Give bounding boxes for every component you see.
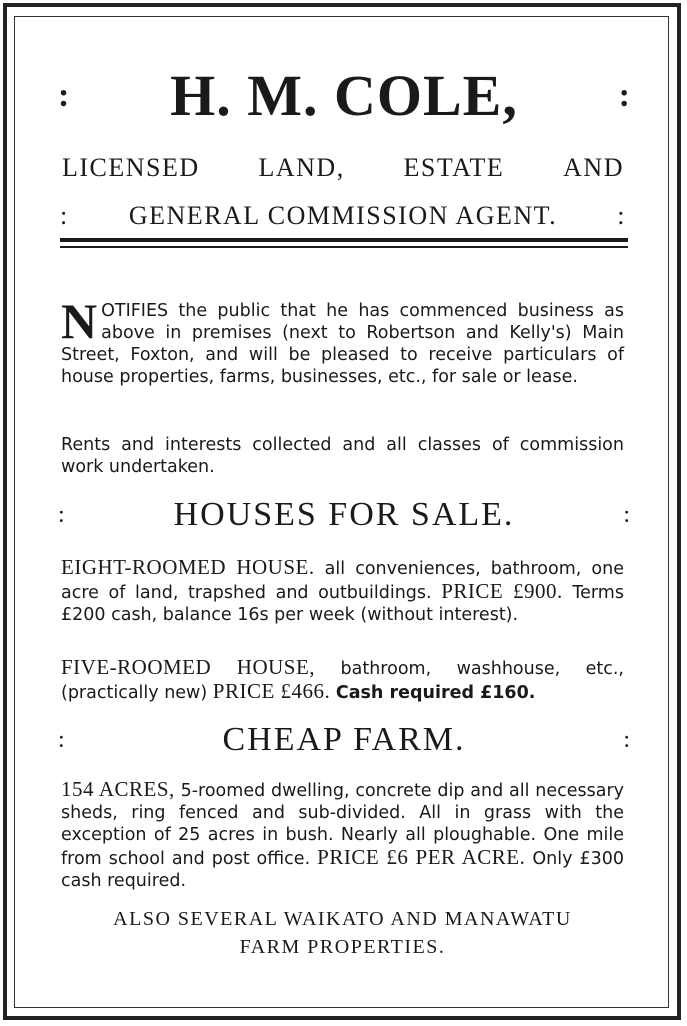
subtitle-line-2 xyxy=(60,201,626,231)
house-2-desc: bathroom, washhouse, etc., (practically new) xyxy=(61,659,624,703)
house-1-terms: Terms £200 cash, balance 16s per week (without interest). xyxy=(61,583,624,625)
colon-left: : xyxy=(58,726,65,753)
double-rule-thick xyxy=(60,238,628,242)
houses-heading-row xyxy=(58,496,630,534)
subtitle-word: LICENSED xyxy=(62,153,200,182)
subtitle-line-1 xyxy=(62,153,624,183)
colon-left: : xyxy=(60,201,69,230)
footer-line-1: ALSO SEVERAL WAIKATO AND MANAWATU xyxy=(113,908,572,930)
colon-left: : xyxy=(58,501,65,528)
notice-paragraph xyxy=(61,293,624,388)
colon-right: : xyxy=(623,726,630,753)
drop-cap: N xyxy=(61,293,98,349)
house-1-title: EIGHT-ROOMED HOUSE. xyxy=(61,555,315,579)
houses-heading: HOUSES FOR SALE. xyxy=(173,496,515,533)
footer-line-2: FARM PROPERTIES. xyxy=(239,936,446,958)
farm-heading: CHEAP FARM. xyxy=(222,721,466,758)
house-2-cash: Cash required £160. xyxy=(335,683,536,703)
farm-acres: 154 ACRES, xyxy=(61,777,175,801)
house-2-title: FIVE-ROOMED HOUSE, xyxy=(61,655,316,679)
title-row xyxy=(58,62,630,129)
colon-right: : xyxy=(623,501,630,528)
house-listing-2 xyxy=(61,656,624,704)
advertiser-name: H. M. COLE, xyxy=(170,63,518,128)
colon-left: : xyxy=(58,76,70,114)
farm-listing xyxy=(61,778,624,892)
house-1-price: PRICE £900. xyxy=(441,579,563,603)
notice-text: OTIFIES the public that he has commenced business as above in premises (next to Robertson and Kelly's) Main Street, Foxton, and will be pleased to receive particulars of house properties, farms, businesses, etc., for sale or lease. xyxy=(61,301,624,387)
house-2-price: PRICE £466. xyxy=(212,679,331,703)
subtitle-agent: GENERAL COMMISSION AGENT. xyxy=(128,201,558,230)
double-rule-thin xyxy=(60,246,628,248)
farm-desc: 5-roomed dwelling, concrete dip and all necessary sheds, ring fenced and sub-divided. All in grass with the exception of 25 acres in bush. Nearly all ploughable. One mile from school and post office. xyxy=(61,781,624,869)
rents-paragraph: Rents and interests collected and all classes of commission work undertaken. xyxy=(61,435,624,477)
house-1-desc: all conveniences, bathroom, one acre of land, trapshed and outbuildings. xyxy=(61,559,624,603)
subtitle-word: AND xyxy=(563,153,624,182)
farm-price: PRICE £6 PER ACRE. xyxy=(317,845,526,869)
colon-right: : xyxy=(618,76,630,114)
subtitle-word: LAND, xyxy=(258,153,345,182)
farm-cash: Only £300 cash required. xyxy=(61,849,624,891)
footer xyxy=(61,905,624,961)
farm-heading-row xyxy=(58,721,630,759)
colon-right: : xyxy=(617,201,626,230)
house-listing-1 xyxy=(61,556,624,626)
subtitle-word: ESTATE xyxy=(403,153,505,182)
